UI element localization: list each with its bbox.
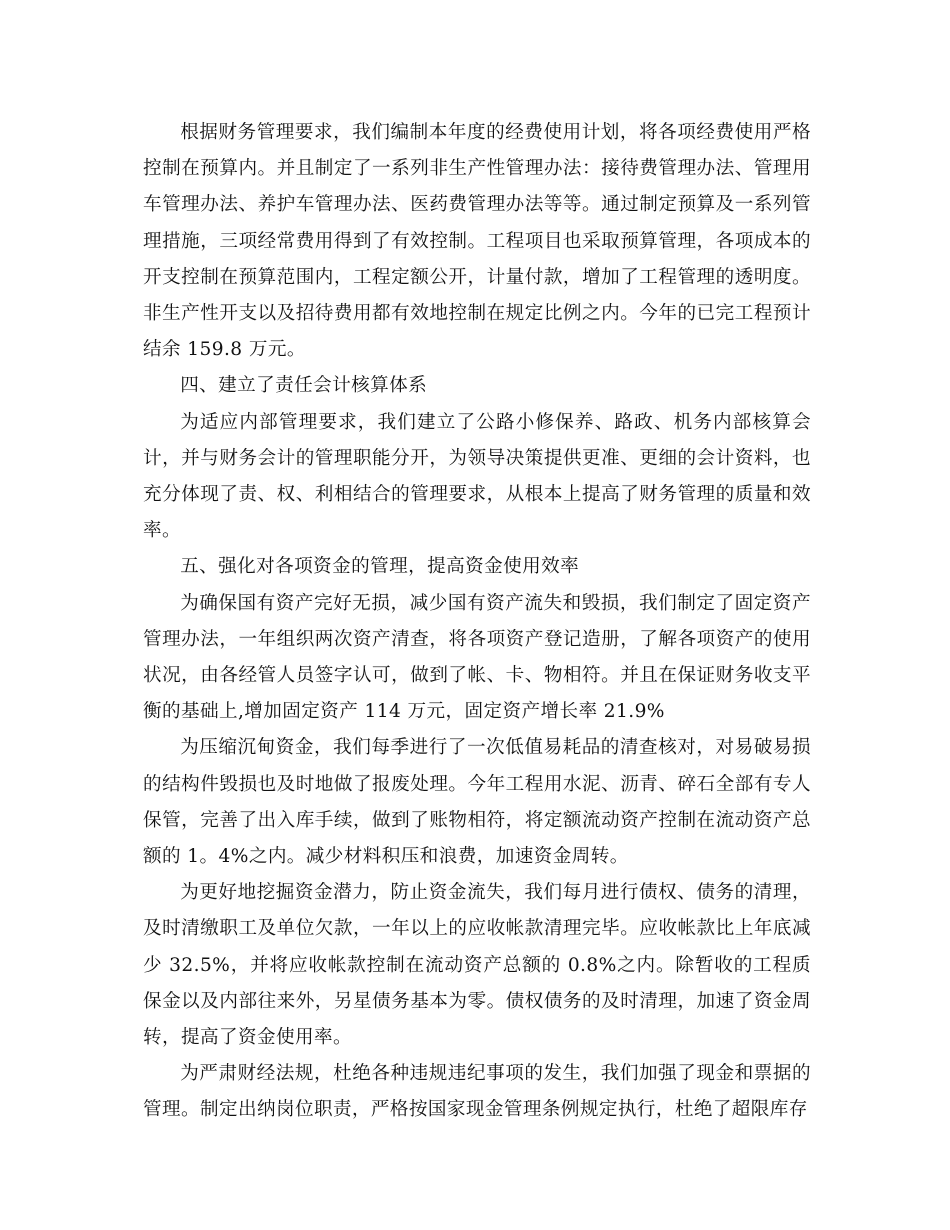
paragraph-fixed-assets: 为确保国有资产完好无损，减少国有资产流失和毁损，我们制定了固定资产管理办法，一年组织两次资产清查，将各项资产登记造册，了解各项资产的使用状况，由各经管人员签字认可，做到了帐、卡、物相符。并且在保证财务收支平衡的基础上,增加固定资产 114 万元，固定资产增长率 21.9%	[143, 592, 811, 723]
paragraph-consumables: 为压缩沉甸资金，我们每季进行了一次低值易耗品的清查核对，对易破易损的结构件毁损也及时地做了报废处理。今年工程用水泥、沥青、碎石全部有专人保管，完善了出入库手续，做到了账物相符，将定额流动资产控制在流动资产总额的 1。4%之内。减少材料积压和浪费，加速资金周转。	[143, 737, 811, 868]
section-heading-responsibility-accounting: 四、建立了责任会计核算体系	[180, 375, 428, 397]
paragraph-receivables: 为更好地挖掘资金潜力，防止资金流失，我们每月进行债权、债务的清理，及时清缴职工及单位欠款，一年以上的应收帐款清理完毕。应收帐款比上年底减少 32.5%，并将应收帐款控制在流动资产总额的 0.8%之内。除暂收的工程质保金以及内部往来外，另星债务基本为零。债权债务的及时清理，加速了资金周转，提高了资金使用率。	[143, 882, 811, 1049]
paragraph-budget-control: 根据财务管理要求，我们编制本年度的经费使用计划，将各项经费使用严格控制在预算内。并且制定了一系列非生产性管理办法：接待费管理办法、管理用车管理办法、养护车管理办法、医药费管理办法等等。通过制定预算及一系列管理措施，三项经常费用得到了有效控制。工程项目也采取预算管理，各项成本的开支控制在预算范围内，工程定额公开，计量付款，增加了工程管理的透明度。非生产性开支以及招待费用都有效地控制在规定比例之内。今年的已完工程预计结余 159.8 万元。	[143, 122, 811, 361]
paragraph-internal-accounting: 为适应内部管理要求，我们建立了公路小修保养、路政、机务内部核算会计，并与财务会计的管理职能分开，为领导决策提供更准、更细的会计资料，也充分体现了责、权、利相结合的管理要求，从根本上提高了财务管理的质量和效率。	[143, 411, 811, 542]
paragraph-cash-management: 为严肃财经法规，杜绝各种违规违纪事项的发生，我们加强了现金和票据的管理。制定出纳岗位职责，严格按国家现金管理条例规定执行，杜绝了超限库存	[143, 1063, 811, 1121]
document-body	[143, 115, 811, 1129]
section-heading-fund-management: 五、强化对各项资金的管理，提高资金使用效率	[180, 556, 580, 578]
